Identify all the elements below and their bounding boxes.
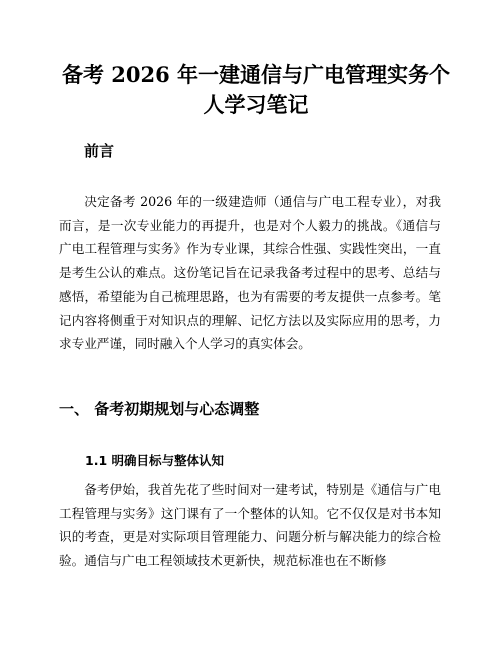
section-1-heading: 一、 备考初期规划与心态调整: [59, 400, 260, 418]
subsection-1-1-paragraph: 备考伊始，我首先花了些时间对一建考试，特别是《通信与广电工程管理与实务》这门课有了一个整体的认知。它不仅仅是对书本知识的考查，更是对实际项目管理能力、问题分析与解决能力的综合检验。通信与广电工程领域技术更新快，规范标准也在不断修: [59, 482, 441, 569]
document-title: 备考 2026 年一建通信与广电管理实务个人学习笔记: [61, 62, 451, 117]
preface-heading: 前言: [84, 142, 115, 160]
preface-paragraph: 决定备考 2026 年的一级建造师（通信与广电工程专业），对我而言，是一次专业能力的再提升，也是对个人毅力的挑战。《通信与广电工程管理与实务》作为专业课，其综合性强、实践性突出，一直是考生公认的难点。这份笔记旨在记录我备考过程中的思考、总结与感悟，希望能为自己梳理思路，也为有需要的考友提供一点参考。笔记内容将侧重于对知识点的理解、记忆方法以及实际应用的思考，力求专业严谨，同时融入个人学习的真实体会。: [59, 194, 441, 352]
subsection-1-1-heading: 1.1 明确目标与整体认知: [85, 453, 224, 468]
